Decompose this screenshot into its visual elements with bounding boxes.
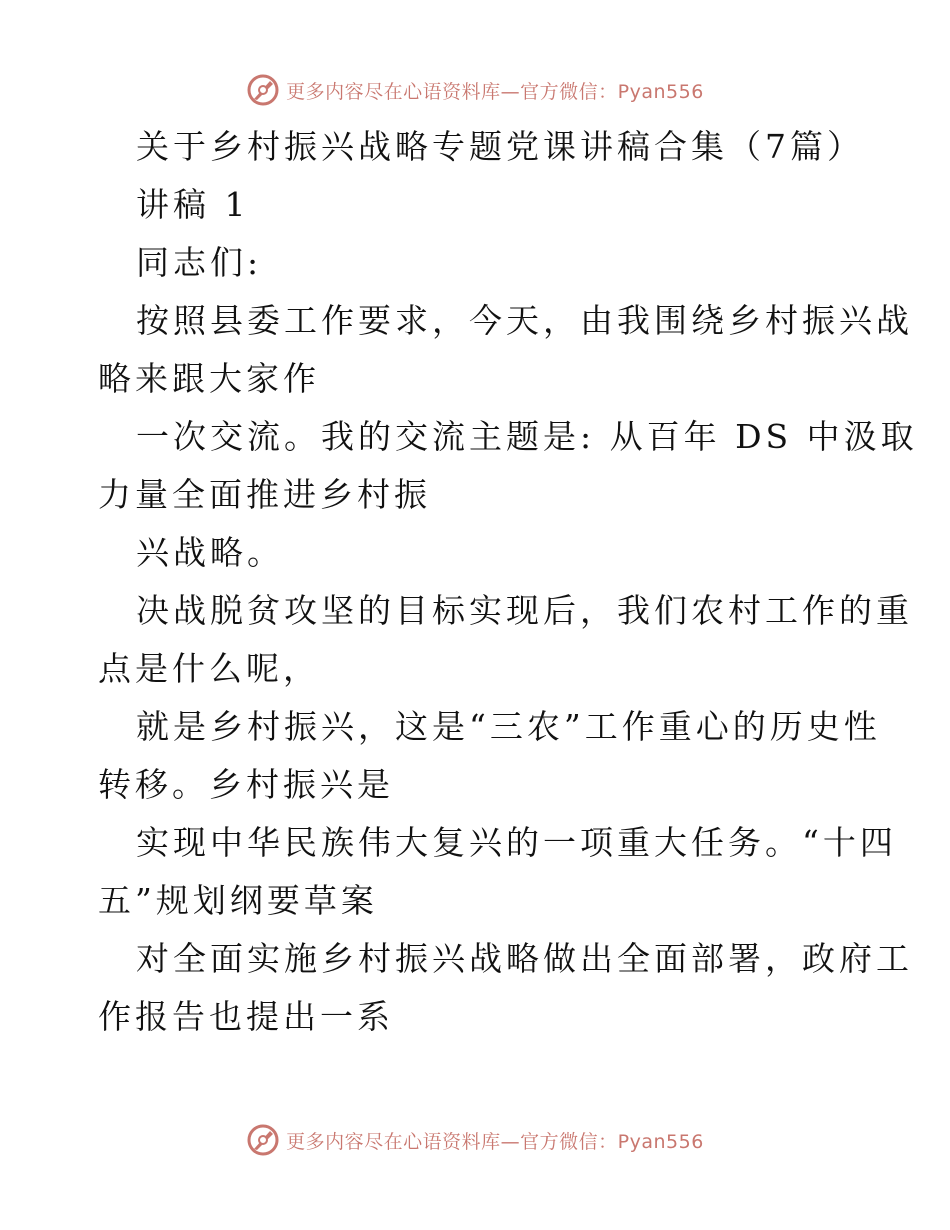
paragraph-line: 力量全面推进乡村振 bbox=[98, 475, 431, 514]
section-heading: 讲稿 1 bbox=[136, 185, 250, 224]
document-body bbox=[98, 118, 918, 1046]
paragraph-line: 五”规划纲要草案 bbox=[98, 881, 378, 920]
watermark-text: 更多内容尽在心语资料库—官方微信：Pyan556 bbox=[286, 1130, 704, 1153]
watermark-text: 更多内容尽在心语资料库—官方微信：Pyan556 bbox=[286, 80, 704, 103]
paragraph-line: 决战脱贫攻坚的目标实现后，我们农村工作的重 bbox=[136, 591, 913, 630]
paragraph-line: 点是什么呢， bbox=[98, 649, 320, 688]
paragraph-line: 对全面实施乡村振兴战略做出全面部署，政府工 bbox=[136, 939, 913, 978]
footer-watermark bbox=[0, 1120, 950, 1160]
paragraph-line: 略来跟大家作 bbox=[98, 359, 320, 398]
quill-logo-icon bbox=[246, 73, 280, 107]
paragraph-line: 兴战略。 bbox=[136, 533, 284, 572]
header-watermark bbox=[0, 70, 950, 110]
paragraph-line: 转移。乡村振兴是 bbox=[98, 765, 394, 804]
paragraph-line: 作报告也提出一系 bbox=[98, 997, 394, 1036]
document-title: 关于乡村振兴战略专题党课讲稿合集（7篇） bbox=[136, 127, 864, 166]
paragraph-line: 就是乡村振兴，这是“三农”工作重心的历史性 bbox=[136, 707, 881, 746]
paragraph-line: 一次交流。我的交流主题是: 从百年 DS 中汲取 bbox=[136, 417, 918, 456]
greeting: 同志们: bbox=[136, 243, 263, 282]
paragraph-line: 按照县委工作要求，今天，由我围绕乡村振兴战 bbox=[136, 301, 913, 340]
quill-logo-icon bbox=[246, 1123, 280, 1157]
paragraph-line: 实现中华民族伟大复兴的一项重大任务。“十四 bbox=[136, 823, 897, 862]
